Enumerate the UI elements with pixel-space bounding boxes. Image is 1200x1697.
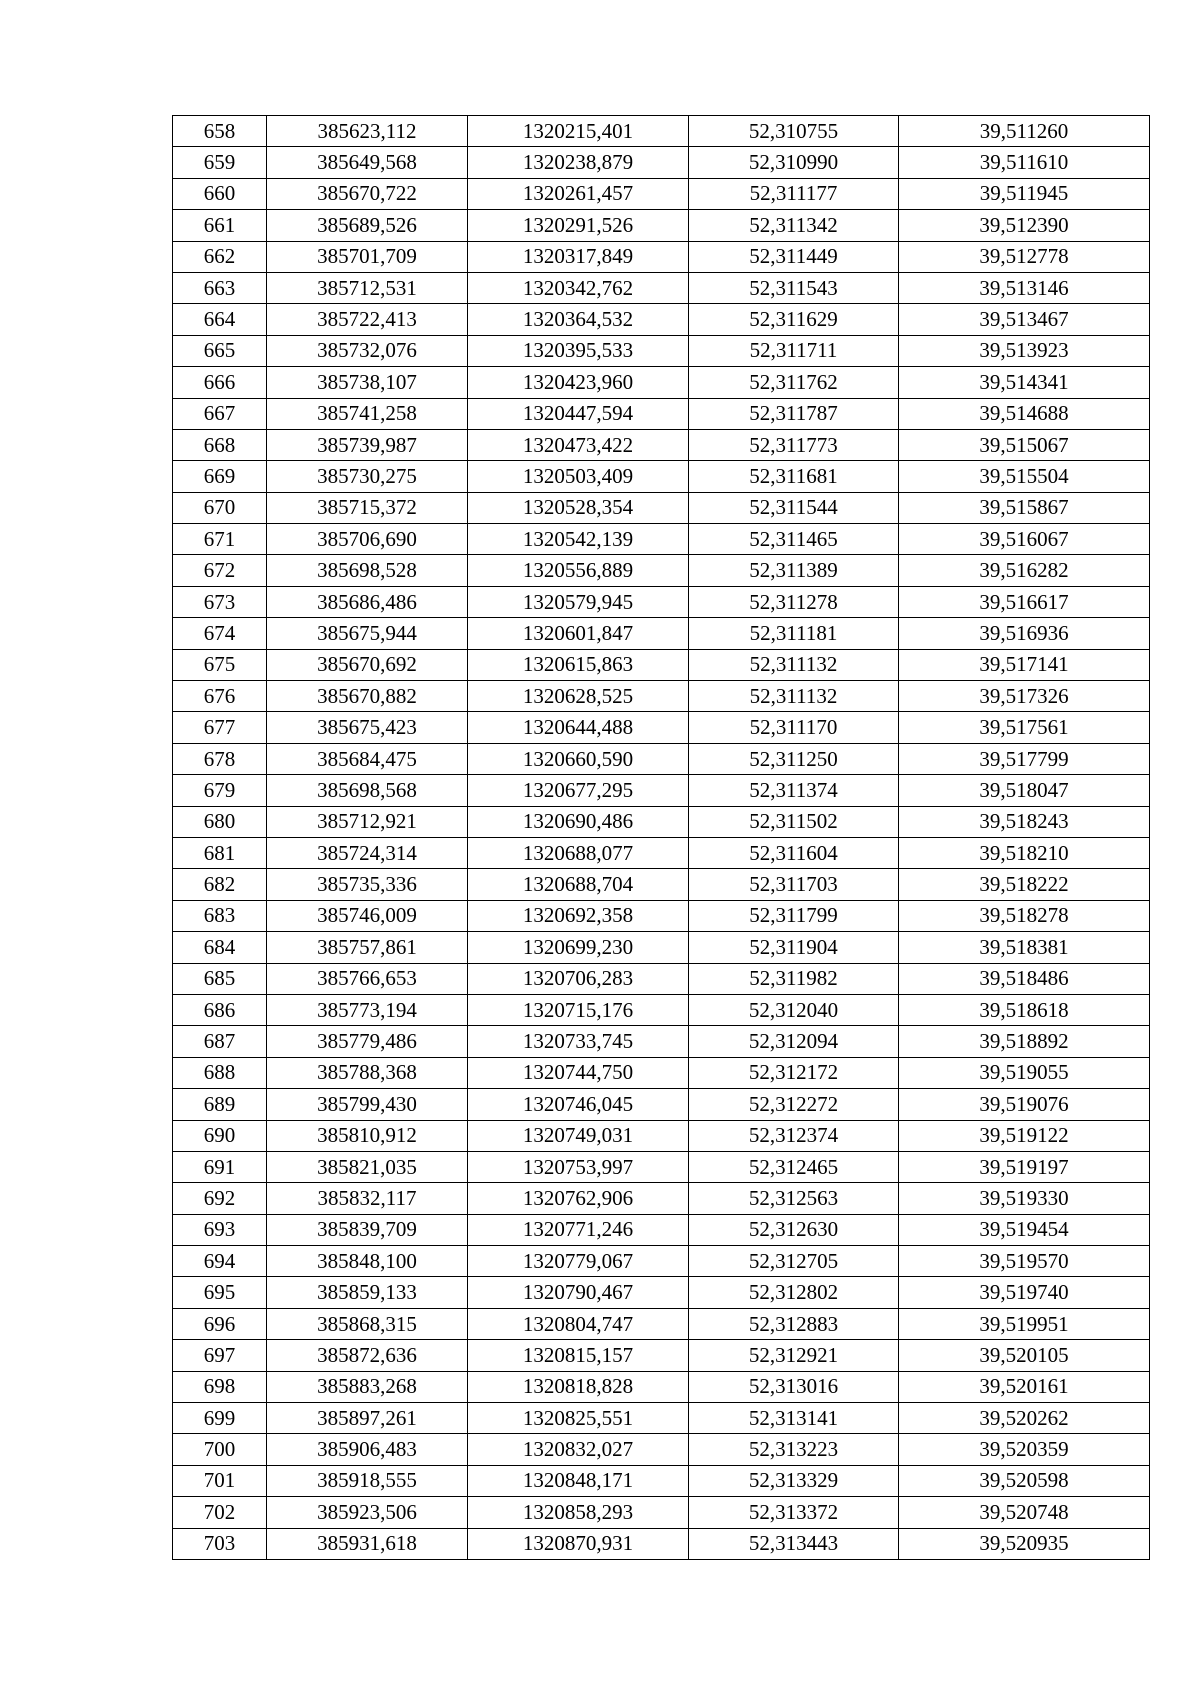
longitude-cell: 39,515067	[899, 429, 1150, 460]
x-coordinate-cell: 385848,100	[267, 1246, 468, 1277]
y-coordinate-cell: 1320615,863	[468, 649, 689, 680]
point-number-cell: 666	[173, 367, 267, 398]
x-coordinate-cell: 385872,636	[267, 1340, 468, 1371]
table-row	[173, 335, 1150, 366]
point-number-cell: 672	[173, 555, 267, 586]
point-number-cell: 661	[173, 210, 267, 241]
latitude-cell: 52,312374	[689, 1120, 899, 1151]
table-row	[173, 367, 1150, 398]
point-number-cell: 659	[173, 147, 267, 178]
point-number-cell: 673	[173, 586, 267, 617]
table-row	[173, 1277, 1150, 1308]
table-row	[173, 586, 1150, 617]
point-number-cell: 693	[173, 1214, 267, 1245]
point-number-cell: 691	[173, 1151, 267, 1182]
x-coordinate-cell: 385741,258	[267, 398, 468, 429]
y-coordinate-cell: 1320238,879	[468, 147, 689, 178]
y-coordinate-cell: 1320291,526	[468, 210, 689, 241]
x-coordinate-cell: 385739,987	[267, 429, 468, 460]
point-number-cell: 690	[173, 1120, 267, 1151]
table-row	[173, 1308, 1150, 1339]
longitude-cell: 39,517799	[899, 743, 1150, 774]
table-row	[173, 241, 1150, 272]
y-coordinate-cell: 1320779,067	[468, 1246, 689, 1277]
point-number-cell: 678	[173, 743, 267, 774]
y-coordinate-cell: 1320473,422	[468, 429, 689, 460]
table-row	[173, 1026, 1150, 1057]
table-row	[173, 210, 1150, 241]
x-coordinate-cell: 385788,368	[267, 1057, 468, 1088]
x-coordinate-cell: 385670,882	[267, 681, 468, 712]
point-number-cell: 702	[173, 1497, 267, 1528]
latitude-cell: 52,311762	[689, 367, 899, 398]
latitude-cell: 52,312630	[689, 1214, 899, 1245]
x-coordinate-cell: 385675,423	[267, 712, 468, 743]
point-number-cell: 679	[173, 775, 267, 806]
x-coordinate-cell: 385689,526	[267, 210, 468, 241]
x-coordinate-cell: 385868,315	[267, 1308, 468, 1339]
latitude-cell: 52,312040	[689, 994, 899, 1025]
longitude-cell: 39,520105	[899, 1340, 1150, 1371]
y-coordinate-cell: 1320503,409	[468, 461, 689, 492]
latitude-cell: 52,311170	[689, 712, 899, 743]
longitude-cell: 39,519740	[899, 1277, 1150, 1308]
point-number-cell: 699	[173, 1403, 267, 1434]
y-coordinate-cell: 1320715,176	[468, 994, 689, 1025]
table-row	[173, 900, 1150, 931]
point-number-cell: 665	[173, 335, 267, 366]
point-number-cell: 697	[173, 1340, 267, 1371]
y-coordinate-cell: 1320395,533	[468, 335, 689, 366]
longitude-cell: 39,512778	[899, 241, 1150, 272]
table-row	[173, 712, 1150, 743]
point-number-cell: 671	[173, 524, 267, 555]
x-coordinate-cell: 385670,692	[267, 649, 468, 680]
latitude-cell: 52,311132	[689, 649, 899, 680]
table-row	[173, 492, 1150, 523]
y-coordinate-cell: 1320542,139	[468, 524, 689, 555]
longitude-cell: 39,517561	[899, 712, 1150, 743]
x-coordinate-cell: 385735,336	[267, 869, 468, 900]
point-number-cell: 675	[173, 649, 267, 680]
table-row	[173, 775, 1150, 806]
longitude-cell: 39,513467	[899, 304, 1150, 335]
longitude-cell: 39,519122	[899, 1120, 1150, 1151]
point-number-cell: 680	[173, 806, 267, 837]
y-coordinate-cell: 1320601,847	[468, 618, 689, 649]
latitude-cell: 52,311629	[689, 304, 899, 335]
point-number-cell: 692	[173, 1183, 267, 1214]
longitude-cell: 39,513923	[899, 335, 1150, 366]
x-coordinate-cell: 385698,568	[267, 775, 468, 806]
x-coordinate-cell: 385675,944	[267, 618, 468, 649]
longitude-cell: 39,518047	[899, 775, 1150, 806]
point-number-cell: 683	[173, 900, 267, 931]
latitude-cell: 52,311681	[689, 461, 899, 492]
longitude-cell: 39,513146	[899, 272, 1150, 303]
x-coordinate-cell: 385746,009	[267, 900, 468, 931]
x-coordinate-cell: 385715,372	[267, 492, 468, 523]
longitude-cell: 39,519330	[899, 1183, 1150, 1214]
table-row	[173, 1371, 1150, 1402]
point-number-cell: 686	[173, 994, 267, 1025]
y-coordinate-cell: 1320746,045	[468, 1089, 689, 1120]
x-coordinate-cell: 385931,618	[267, 1528, 468, 1559]
x-coordinate-cell: 385799,430	[267, 1089, 468, 1120]
latitude-cell: 52,311449	[689, 241, 899, 272]
x-coordinate-cell: 385918,555	[267, 1465, 468, 1496]
latitude-cell: 52,312921	[689, 1340, 899, 1371]
x-coordinate-cell: 385832,117	[267, 1183, 468, 1214]
table-row	[173, 806, 1150, 837]
latitude-cell: 52,311502	[689, 806, 899, 837]
table-row	[173, 147, 1150, 178]
table-row	[173, 618, 1150, 649]
longitude-cell: 39,519076	[899, 1089, 1150, 1120]
y-coordinate-cell: 1320815,157	[468, 1340, 689, 1371]
x-coordinate-cell: 385757,861	[267, 932, 468, 963]
point-number-cell: 676	[173, 681, 267, 712]
point-number-cell: 701	[173, 1465, 267, 1496]
table-row	[173, 178, 1150, 209]
table-row	[173, 649, 1150, 680]
point-number-cell: 698	[173, 1371, 267, 1402]
table-row	[173, 1120, 1150, 1151]
longitude-cell: 39,516936	[899, 618, 1150, 649]
point-number-cell: 696	[173, 1308, 267, 1339]
latitude-cell: 52,310990	[689, 147, 899, 178]
table-row	[173, 1403, 1150, 1434]
table-row	[173, 304, 1150, 335]
latitude-cell: 52,313141	[689, 1403, 899, 1434]
longitude-cell: 39,518381	[899, 932, 1150, 963]
y-coordinate-cell: 1320628,525	[468, 681, 689, 712]
x-coordinate-cell: 385649,568	[267, 147, 468, 178]
x-coordinate-cell: 385686,486	[267, 586, 468, 617]
table-row	[173, 1183, 1150, 1214]
y-coordinate-cell: 1320733,745	[468, 1026, 689, 1057]
table-row	[173, 555, 1150, 586]
y-coordinate-cell: 1320699,230	[468, 932, 689, 963]
x-coordinate-cell: 385684,475	[267, 743, 468, 774]
longitude-cell: 39,515867	[899, 492, 1150, 523]
point-number-cell: 663	[173, 272, 267, 303]
latitude-cell: 52,313329	[689, 1465, 899, 1496]
point-number-cell: 695	[173, 1277, 267, 1308]
point-number-cell: 667	[173, 398, 267, 429]
x-coordinate-cell: 385730,275	[267, 461, 468, 492]
latitude-cell: 52,312094	[689, 1026, 899, 1057]
latitude-cell: 52,311904	[689, 932, 899, 963]
x-coordinate-cell: 385701,709	[267, 241, 468, 272]
table-row	[173, 1497, 1150, 1528]
table-row	[173, 681, 1150, 712]
latitude-cell: 52,313016	[689, 1371, 899, 1402]
table-row	[173, 1151, 1150, 1182]
latitude-cell: 52,311342	[689, 210, 899, 241]
table-row	[173, 1465, 1150, 1496]
y-coordinate-cell: 1320447,594	[468, 398, 689, 429]
x-coordinate-cell: 385724,314	[267, 837, 468, 868]
point-number-cell: 682	[173, 869, 267, 900]
y-coordinate-cell: 1320832,027	[468, 1434, 689, 1465]
latitude-cell: 52,311543	[689, 272, 899, 303]
table-row	[173, 1246, 1150, 1277]
latitude-cell: 52,311982	[689, 963, 899, 994]
y-coordinate-cell: 1320528,354	[468, 492, 689, 523]
latitude-cell: 52,311374	[689, 775, 899, 806]
point-number-cell: 685	[173, 963, 267, 994]
point-number-cell: 670	[173, 492, 267, 523]
y-coordinate-cell: 1320317,849	[468, 241, 689, 272]
x-coordinate-cell: 385883,268	[267, 1371, 468, 1402]
y-coordinate-cell: 1320771,246	[468, 1214, 689, 1245]
y-coordinate-cell: 1320706,283	[468, 963, 689, 994]
point-number-cell: 669	[173, 461, 267, 492]
x-coordinate-cell: 385779,486	[267, 1026, 468, 1057]
latitude-cell: 52,312172	[689, 1057, 899, 1088]
point-number-cell: 684	[173, 932, 267, 963]
longitude-cell: 39,520748	[899, 1497, 1150, 1528]
y-coordinate-cell: 1320423,960	[468, 367, 689, 398]
latitude-cell: 52,312272	[689, 1089, 899, 1120]
latitude-cell: 52,312705	[689, 1246, 899, 1277]
longitude-cell: 39,511260	[899, 116, 1150, 147]
longitude-cell: 39,520262	[899, 1403, 1150, 1434]
y-coordinate-cell: 1320342,762	[468, 272, 689, 303]
y-coordinate-cell: 1320753,997	[468, 1151, 689, 1182]
y-coordinate-cell: 1320677,295	[468, 775, 689, 806]
y-coordinate-cell: 1320870,931	[468, 1528, 689, 1559]
x-coordinate-cell: 385732,076	[267, 335, 468, 366]
y-coordinate-cell: 1320790,467	[468, 1277, 689, 1308]
table-row	[173, 869, 1150, 900]
coordinates-table-body	[173, 116, 1150, 1560]
table-row	[173, 524, 1150, 555]
y-coordinate-cell: 1320825,551	[468, 1403, 689, 1434]
y-coordinate-cell: 1320364,532	[468, 304, 689, 335]
point-number-cell: 694	[173, 1246, 267, 1277]
table-row	[173, 398, 1150, 429]
latitude-cell: 52,311465	[689, 524, 899, 555]
x-coordinate-cell: 385706,690	[267, 524, 468, 555]
table-row	[173, 272, 1150, 303]
table-row	[173, 116, 1150, 147]
latitude-cell: 52,311250	[689, 743, 899, 774]
y-coordinate-cell: 1320688,704	[468, 869, 689, 900]
longitude-cell: 39,518892	[899, 1026, 1150, 1057]
y-coordinate-cell: 1320744,750	[468, 1057, 689, 1088]
point-number-cell: 664	[173, 304, 267, 335]
x-coordinate-cell: 385859,133	[267, 1277, 468, 1308]
y-coordinate-cell: 1320556,889	[468, 555, 689, 586]
longitude-cell: 39,518243	[899, 806, 1150, 837]
table-row	[173, 932, 1150, 963]
longitude-cell: 39,516067	[899, 524, 1150, 555]
latitude-cell: 52,311544	[689, 492, 899, 523]
point-number-cell: 662	[173, 241, 267, 272]
x-coordinate-cell: 385810,912	[267, 1120, 468, 1151]
longitude-cell: 39,518486	[899, 963, 1150, 994]
y-coordinate-cell: 1320660,590	[468, 743, 689, 774]
longitude-cell: 39,519197	[899, 1151, 1150, 1182]
table-row	[173, 1528, 1150, 1559]
longitude-cell: 39,520359	[899, 1434, 1150, 1465]
latitude-cell: 52,311278	[689, 586, 899, 617]
longitude-cell: 39,518222	[899, 869, 1150, 900]
latitude-cell: 52,311711	[689, 335, 899, 366]
y-coordinate-cell: 1320858,293	[468, 1497, 689, 1528]
x-coordinate-cell: 385897,261	[267, 1403, 468, 1434]
latitude-cell: 52,311703	[689, 869, 899, 900]
latitude-cell: 52,312802	[689, 1277, 899, 1308]
x-coordinate-cell: 385839,709	[267, 1214, 468, 1245]
latitude-cell: 52,311799	[689, 900, 899, 931]
longitude-cell: 39,519454	[899, 1214, 1150, 1245]
longitude-cell: 39,519055	[899, 1057, 1150, 1088]
y-coordinate-cell: 1320690,486	[468, 806, 689, 837]
y-coordinate-cell: 1320762,906	[468, 1183, 689, 1214]
y-coordinate-cell: 1320818,828	[468, 1371, 689, 1402]
latitude-cell: 52,311787	[689, 398, 899, 429]
point-number-cell: 668	[173, 429, 267, 460]
x-coordinate-cell: 385738,107	[267, 367, 468, 398]
latitude-cell: 52,311773	[689, 429, 899, 460]
y-coordinate-cell: 1320692,358	[468, 900, 689, 931]
point-number-cell: 689	[173, 1089, 267, 1120]
longitude-cell: 39,519570	[899, 1246, 1150, 1277]
latitude-cell: 52,311604	[689, 837, 899, 868]
x-coordinate-cell: 385623,112	[267, 116, 468, 147]
table-row	[173, 429, 1150, 460]
x-coordinate-cell: 385923,506	[267, 1497, 468, 1528]
table-row	[173, 994, 1150, 1025]
x-coordinate-cell: 385906,483	[267, 1434, 468, 1465]
y-coordinate-cell: 1320804,747	[468, 1308, 689, 1339]
point-number-cell: 703	[173, 1528, 267, 1559]
y-coordinate-cell: 1320579,945	[468, 586, 689, 617]
table-row	[173, 963, 1150, 994]
latitude-cell: 52,311132	[689, 681, 899, 712]
point-number-cell: 674	[173, 618, 267, 649]
y-coordinate-cell: 1320644,488	[468, 712, 689, 743]
table-row	[173, 1434, 1150, 1465]
latitude-cell: 52,311177	[689, 178, 899, 209]
longitude-cell: 39,514341	[899, 367, 1150, 398]
longitude-cell: 39,518618	[899, 994, 1150, 1025]
x-coordinate-cell: 385773,194	[267, 994, 468, 1025]
point-number-cell: 677	[173, 712, 267, 743]
point-number-cell: 688	[173, 1057, 267, 1088]
longitude-cell: 39,518278	[899, 900, 1150, 931]
table-row	[173, 1089, 1150, 1120]
longitude-cell: 39,516282	[899, 555, 1150, 586]
point-number-cell: 700	[173, 1434, 267, 1465]
y-coordinate-cell: 1320848,171	[468, 1465, 689, 1496]
point-number-cell: 681	[173, 837, 267, 868]
x-coordinate-cell: 385670,722	[267, 178, 468, 209]
longitude-cell: 39,520598	[899, 1465, 1150, 1496]
longitude-cell: 39,511945	[899, 178, 1150, 209]
coordinates-table	[172, 115, 1150, 1560]
y-coordinate-cell: 1320261,457	[468, 178, 689, 209]
latitude-cell: 52,311389	[689, 555, 899, 586]
x-coordinate-cell: 385712,531	[267, 272, 468, 303]
latitude-cell: 52,312883	[689, 1308, 899, 1339]
x-coordinate-cell: 385698,528	[267, 555, 468, 586]
longitude-cell: 39,515504	[899, 461, 1150, 492]
table-row	[173, 1214, 1150, 1245]
x-coordinate-cell: 385821,035	[267, 1151, 468, 1182]
y-coordinate-cell: 1320215,401	[468, 116, 689, 147]
table-row	[173, 837, 1150, 868]
longitude-cell: 39,520161	[899, 1371, 1150, 1402]
point-number-cell: 687	[173, 1026, 267, 1057]
point-number-cell: 660	[173, 178, 267, 209]
latitude-cell: 52,313223	[689, 1434, 899, 1465]
table-row	[173, 461, 1150, 492]
y-coordinate-cell: 1320688,077	[468, 837, 689, 868]
longitude-cell: 39,517326	[899, 681, 1150, 712]
x-coordinate-cell: 385722,413	[267, 304, 468, 335]
latitude-cell: 52,312563	[689, 1183, 899, 1214]
longitude-cell: 39,517141	[899, 649, 1150, 680]
x-coordinate-cell: 385766,653	[267, 963, 468, 994]
y-coordinate-cell: 1320749,031	[468, 1120, 689, 1151]
latitude-cell: 52,311181	[689, 618, 899, 649]
longitude-cell: 39,512390	[899, 210, 1150, 241]
table-row	[173, 1340, 1150, 1371]
x-coordinate-cell: 385712,921	[267, 806, 468, 837]
point-number-cell: 658	[173, 116, 267, 147]
longitude-cell: 39,514688	[899, 398, 1150, 429]
latitude-cell: 52,313443	[689, 1528, 899, 1559]
latitude-cell: 52,313372	[689, 1497, 899, 1528]
latitude-cell: 52,312465	[689, 1151, 899, 1182]
longitude-cell: 39,516617	[899, 586, 1150, 617]
table-row	[173, 1057, 1150, 1088]
longitude-cell: 39,519951	[899, 1308, 1150, 1339]
longitude-cell: 39,518210	[899, 837, 1150, 868]
longitude-cell: 39,520935	[899, 1528, 1150, 1559]
table-row	[173, 743, 1150, 774]
longitude-cell: 39,511610	[899, 147, 1150, 178]
latitude-cell: 52,310755	[689, 116, 899, 147]
